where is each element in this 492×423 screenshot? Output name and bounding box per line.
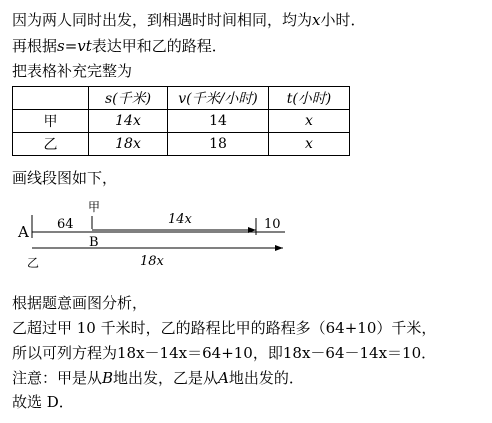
table-header-cell: s(千米) — [89, 87, 168, 110]
point-b: B — [102, 369, 114, 387]
table-cell: x — [269, 133, 350, 156]
label-10: 10 — [264, 217, 281, 232]
label-64: 64 — [57, 217, 74, 232]
table-header-row — [13, 87, 350, 110]
label-yi: 乙 — [27, 256, 40, 270]
point-a: A — [218, 369, 229, 387]
table-cell: 18x — [89, 133, 168, 156]
line7-text: 所以可列方程为 — [12, 344, 118, 362]
line2-suffix: 表达甲和乙的路程． — [91, 37, 227, 55]
line8-suffix: 地出发的． — [228, 369, 304, 387]
table-row — [13, 110, 350, 133]
text-line-2 — [12, 36, 227, 56]
table-cell: 14x — [89, 110, 168, 133]
line1-text: 因为两人同时出发，到相遇时时间相同，均为 — [12, 11, 313, 29]
text-line-4: 画线段图如下， — [12, 169, 118, 187]
label-14x: 14x — [168, 212, 192, 227]
line7-suffix: ． — [421, 344, 437, 362]
formula-svt: s=vt — [57, 37, 92, 55]
table-header-cell: t(小时) — [269, 87, 350, 110]
label-jia: 甲 — [88, 200, 101, 214]
variable-x: x — [312, 11, 321, 29]
table-cell: x — [269, 110, 350, 133]
table-header-cell — [13, 87, 89, 110]
table-cell: 18 — [168, 133, 269, 156]
text-line-3: 把表格补充完整为 — [12, 62, 133, 80]
equation-1: 18x－14x＝64+10 — [117, 344, 253, 362]
line-segment-diagram — [10, 194, 300, 276]
text-line-6: 乙超过甲 10 千米时，乙的路程比甲的路程多（64+10）千米， — [12, 319, 437, 337]
line8-middle: 地出发，乙是从 — [113, 369, 219, 387]
table-cell: 乙 — [13, 133, 89, 156]
table-row — [13, 133, 350, 156]
text-line-5: 根据题意画图分析， — [12, 294, 148, 312]
line2-text: 再根据 — [12, 37, 58, 55]
line8-text: 注意：甲是从 — [12, 369, 103, 387]
table-header-cell: v(千米/小时) — [168, 87, 269, 110]
label-a: A — [18, 223, 29, 241]
text-line-1 — [12, 10, 366, 30]
data-table — [12, 86, 350, 156]
line1-suffix: 小时． — [320, 11, 366, 29]
label-b: B — [89, 235, 99, 250]
line7-middle: ，即 — [252, 344, 283, 362]
label-18x: 18x — [140, 254, 164, 269]
table-cell: 甲 — [13, 110, 89, 133]
table-cell: 14 — [168, 110, 269, 133]
text-line-7 — [12, 343, 436, 363]
equation-2: 18x－64－14x＝10 — [282, 344, 422, 362]
text-line-9: 故选 D． — [12, 393, 74, 411]
text-line-8 — [12, 368, 304, 388]
